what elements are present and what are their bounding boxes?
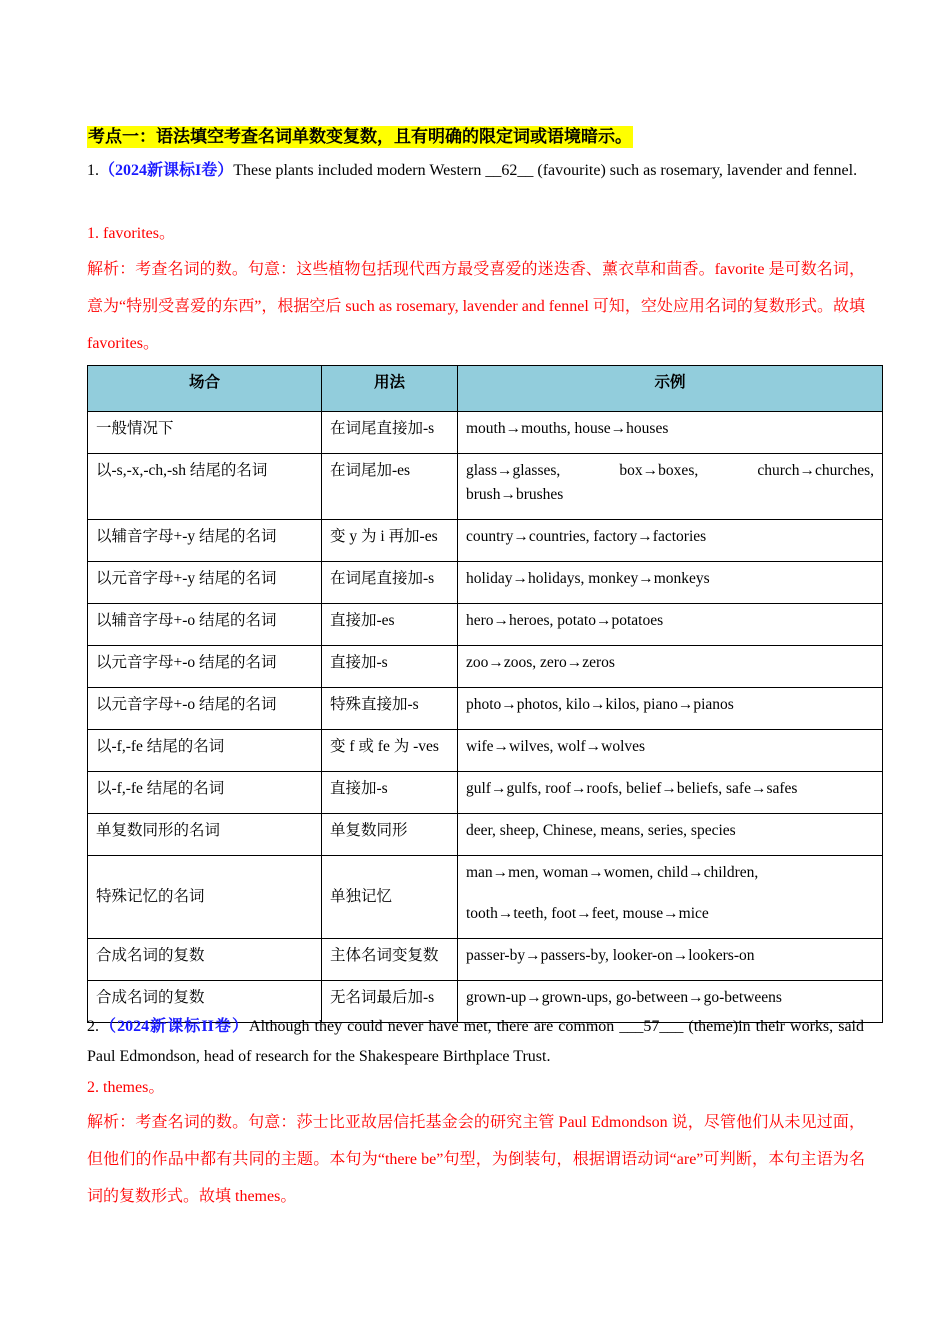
table-row <box>88 562 883 604</box>
table-row <box>88 814 883 856</box>
cell-usage: 在词尾加-es <box>322 454 458 520</box>
header-usage: 用法 <box>322 366 458 412</box>
cell-usage: 在词尾直接加-s <box>322 412 458 454</box>
example-line-2: tooth→teeth, foot→feet, mouse→mice <box>466 905 709 922</box>
table-header-row <box>88 366 883 412</box>
header-case: 场合 <box>88 366 322 412</box>
cell-usage: 直接加-es <box>322 604 458 646</box>
cell-usage: 单独记忆 <box>322 856 458 939</box>
cell-case: 合成名词的复数 <box>88 939 322 981</box>
cell-case: 单复数同形的名词 <box>88 814 322 856</box>
cell-example: gulf→gulfs, roof→roofs, belief→beliefs, safe→safes <box>458 772 883 814</box>
table-row <box>88 856 883 939</box>
cell-case: 合成名词的复数 <box>88 981 322 1023</box>
question-1-blank: __62__ <box>485 162 534 179</box>
cell-example: hero→heroes, potato→potatoes <box>458 604 883 646</box>
cell-case: 以辅音字母+-o 结尾的名词 <box>88 604 322 646</box>
cell-usage: 直接加-s <box>322 772 458 814</box>
cell-example: photo→photos, kilo→kilos, piano→pianos <box>458 688 883 730</box>
question-1-text-after: (favourite) such as rosemary, lavender and fennel. <box>533 162 858 179</box>
cell-case: 以-f,-fe 结尾的名词 <box>88 730 322 772</box>
question-2-answer: 2. themes。 <box>87 1079 165 1096</box>
cell-example: passer-by→passers-by, looker-on→lookers-on <box>458 939 883 981</box>
cell-case: 以辅音字母+-y 结尾的名词 <box>88 520 322 562</box>
cell-example: holiday→holidays, monkey→monkeys <box>458 562 883 604</box>
cell-usage: 特殊直接加-s <box>322 688 458 730</box>
cell-usage: 变 y 为 i 再加-es <box>322 520 458 562</box>
cell-usage: 单复数同形 <box>322 814 458 856</box>
header-example: 示例 <box>458 366 883 412</box>
question-2 <box>87 1012 864 1072</box>
cell-usage: 主体名词变复数 <box>322 939 458 981</box>
cell-case: 特殊记忆的名词 <box>88 856 322 939</box>
question-1-number: 1. <box>87 162 99 179</box>
example-text: glass→glasses, box→boxes, church→churches, brush→brushes <box>466 462 878 503</box>
cell-example: mouth→mouths, house→houses <box>458 412 883 454</box>
table-row <box>88 730 883 772</box>
table-row <box>88 688 883 730</box>
cell-usage: 直接加-s <box>322 646 458 688</box>
table-row <box>88 604 883 646</box>
cell-example: zoo→zoos, zero→zeros <box>458 646 883 688</box>
question-2-explanation: 解析：考查名词的数。句意：莎士比亚故居信托基金会的研究主管 Paul Edmondson 说，尽管他们从未见过面，但他们的作品中都有共同的主题。本句为“there be”句型，为倒装句，根据谓语动词“are”可判断，本句主语为名词的复数形式。故填 themes。 <box>87 1114 865 1205</box>
section-heading: 考点一：语法填空考查名词单数变复数，且有明确的限定词或语境暗示。 <box>88 127 632 146</box>
table-row <box>88 412 883 454</box>
cell-usage: 在词尾直接加-s <box>322 562 458 604</box>
question-2-number: 2. <box>87 1018 99 1035</box>
question-2-blank: ___57___ <box>619 1018 684 1035</box>
cell-usage: 变 f 或 fe 为 -ves <box>322 730 458 772</box>
table-row <box>88 520 883 562</box>
cell-example <box>458 454 883 520</box>
question-1-text-before: These plants included modern Western <box>233 162 486 179</box>
plural-rules-table <box>87 365 883 1023</box>
cell-case: 以元音字母+-o 结尾的名词 <box>88 688 322 730</box>
cell-example: deer, sheep, Chinese, means, series, species <box>458 814 883 856</box>
table-row <box>88 939 883 981</box>
question-2-text-before: Although they could never have met, there are common <box>249 1018 620 1035</box>
table-row <box>88 646 883 688</box>
table-row <box>88 454 883 520</box>
cell-usage: 无名词最后加-s <box>322 981 458 1023</box>
cell-example: wife→wilves, wolf→wolves <box>458 730 883 772</box>
example-line-1: man→men, woman→women, child→children, <box>466 864 759 881</box>
question-2-source: （2024新课标II卷） <box>99 1018 250 1035</box>
question-1-answer: 1. favorites。 <box>87 225 175 242</box>
question-1-explanation: 解析：考查名词的数。句意：这些植物包括现代西方最受喜爱的迷迭香、薰衣草和茴香。favorite 是可数名词，意为“特别受喜爱的东西”，根据空后 such as rosemary, lavender and fennel 可知，空处应用名词的复数形式。故填 favorites。 <box>87 261 865 352</box>
cell-case: 以元音字母+-y 结尾的名词 <box>88 562 322 604</box>
cell-case: 一般情况下 <box>88 412 322 454</box>
question-1 <box>87 156 864 186</box>
table-row <box>88 772 883 814</box>
question-1-source: （2024新课标I卷） <box>99 162 234 179</box>
cell-example: country→countries, factory→factories <box>458 520 883 562</box>
cell-case: 以-s,-x,-ch,-sh 结尾的名词 <box>88 454 322 520</box>
cell-case: 以元音字母+-o 结尾的名词 <box>88 646 322 688</box>
question-2-text-after: (theme)in their works, said Paul Edmondson, head of research for the Shakespeare Birthplace Trust. <box>87 1018 864 1065</box>
cell-case: 以-f,-fe 结尾的名词 <box>88 772 322 814</box>
cell-example <box>458 856 883 939</box>
cell-example: grown-up→grown-ups, go-between→go-betweens <box>458 981 883 1023</box>
